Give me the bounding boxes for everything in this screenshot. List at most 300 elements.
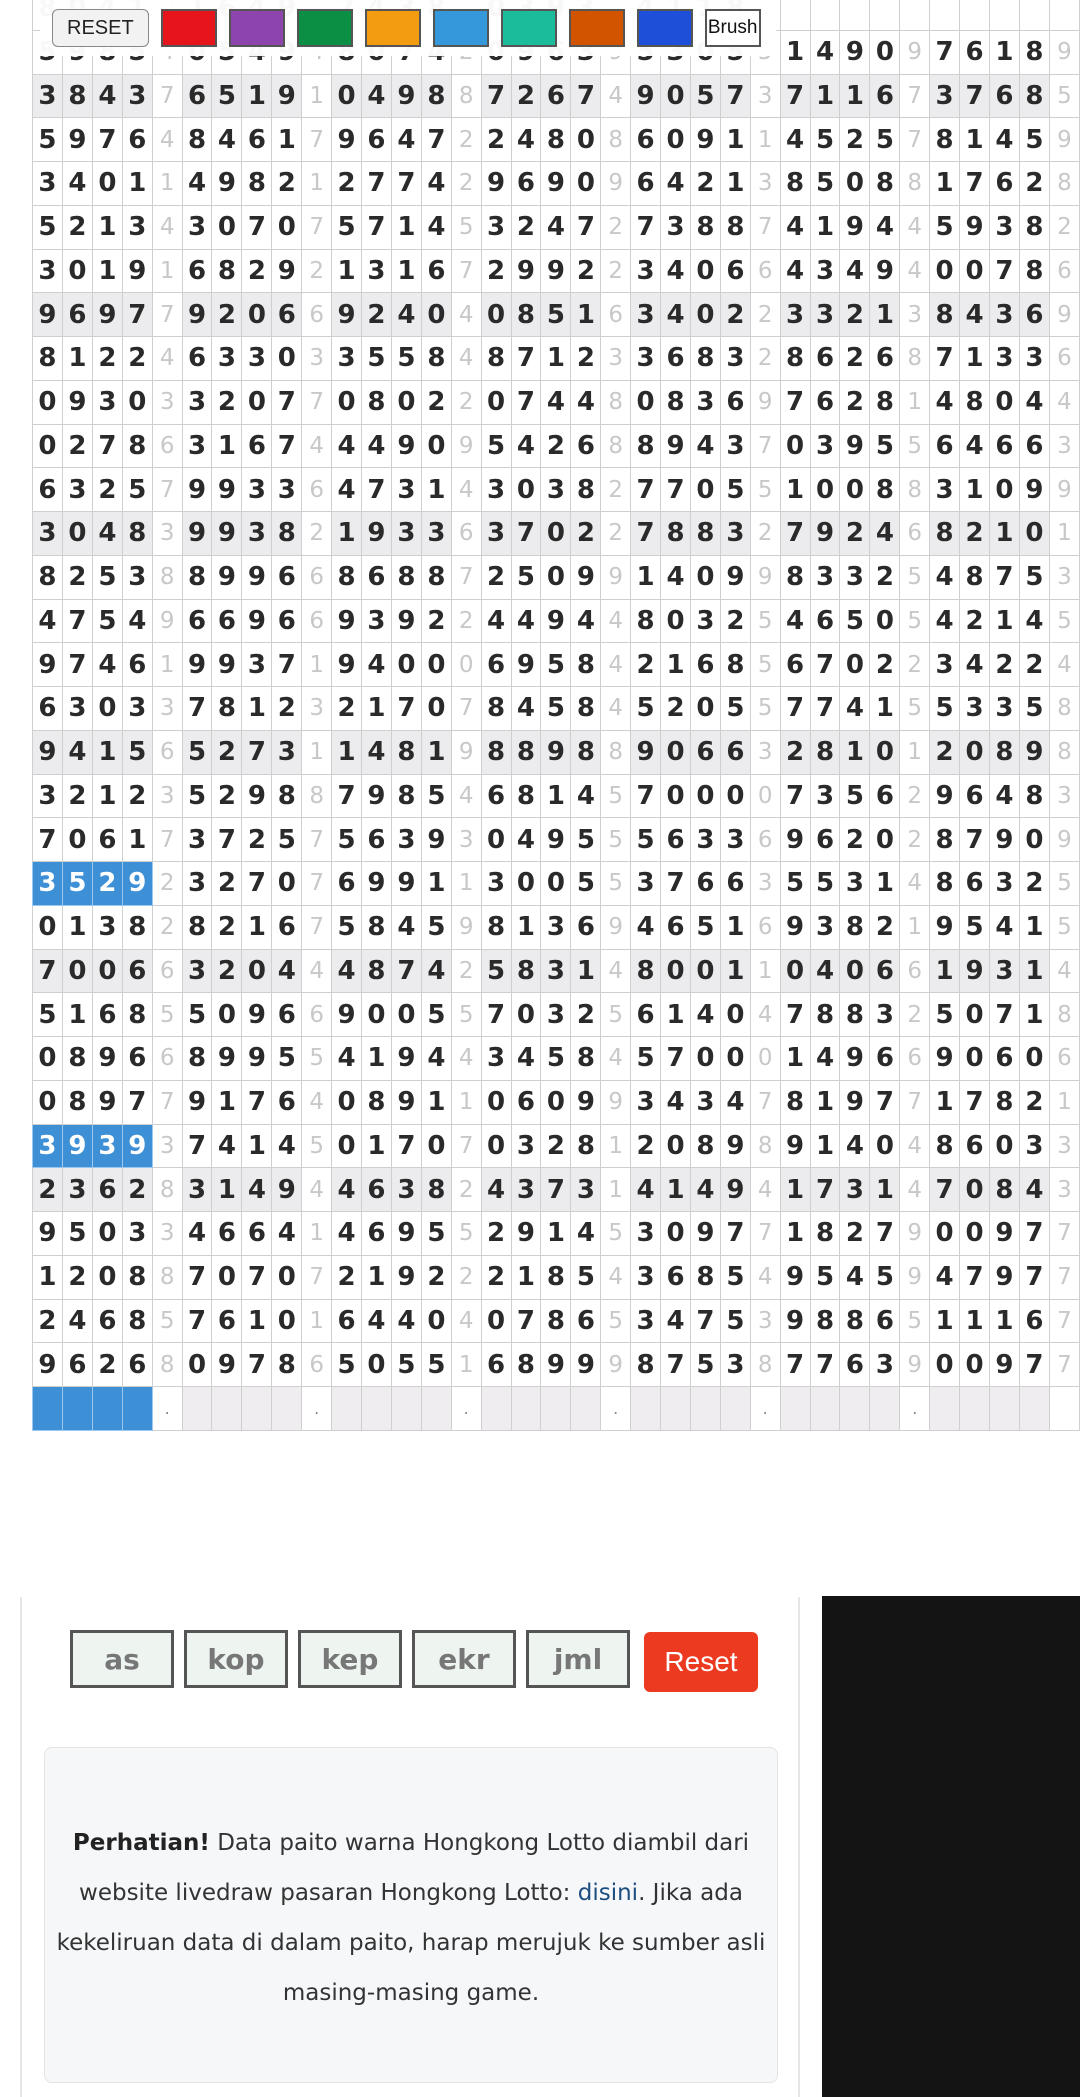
grid-cell-pending[interactable] [960, 1387, 990, 1431]
grid-cell[interactable]: 3 [391, 512, 421, 556]
grid-cell-pending[interactable] [272, 1387, 302, 1431]
grid-cell[interactable]: 3 [122, 205, 152, 249]
grid-cell[interactable]: 9 [212, 162, 242, 206]
grid-cell[interactable]: 2 [33, 1168, 63, 1212]
grid-cell[interactable]: 2 [272, 687, 302, 731]
grid-separator-cell[interactable]: 5 [750, 643, 780, 687]
grid-cell[interactable]: 8 [571, 1037, 601, 1081]
grid-separator-cell[interactable]: 3 [1049, 1124, 1079, 1168]
grid-cell[interactable]: 9 [272, 249, 302, 293]
grid-separator-cell[interactable]: 2 [750, 337, 780, 381]
grid-separator-cell[interactable]: 7 [302, 380, 332, 424]
grid-cell[interactable]: 7 [990, 993, 1020, 1037]
grid-cell[interactable]: 4 [661, 1080, 691, 1124]
grid-cell[interactable]: 3 [631, 293, 661, 337]
grid-cell[interactable]: 6 [511, 1080, 541, 1124]
grid-cell[interactable]: 6 [272, 555, 302, 599]
grid-cell[interactable]: 9 [33, 293, 63, 337]
grid-cell[interactable]: 7 [990, 555, 1020, 599]
grid-separator-cell[interactable] [1049, 0, 1079, 30]
grid-cell[interactable]: 5 [33, 205, 63, 249]
grid-cell[interactable]: 2 [511, 205, 541, 249]
grid-cell[interactable]: 5 [182, 774, 212, 818]
grid-cell[interactable]: 2 [571, 512, 601, 556]
grid-cell[interactable]: 3 [930, 643, 960, 687]
grid-cell[interactable]: 8 [960, 555, 990, 599]
grid-cell[interactable] [870, 0, 900, 30]
grid-cell[interactable]: 8 [511, 774, 541, 818]
grid-separator-cell[interactable] [900, 0, 930, 30]
grid-cell[interactable]: 6 [332, 862, 362, 906]
grid-cell[interactable]: 7 [182, 687, 212, 731]
grid-cell[interactable]: 8 [421, 337, 451, 381]
grid-cell[interactable]: 6 [661, 905, 691, 949]
grid-cell[interactable]: 9 [242, 599, 272, 643]
grid-separator-cell[interactable]: 1 [451, 862, 481, 906]
grid-separator-cell[interactable]: 2 [601, 512, 631, 556]
grid-cell[interactable]: 9 [182, 1080, 212, 1124]
grid-cell[interactable]: 2 [631, 643, 661, 687]
grid-cell-pending[interactable] [810, 1387, 840, 1431]
grid-cell[interactable]: 0 [242, 380, 272, 424]
grid-cell[interactable]: 4 [1019, 599, 1049, 643]
grid-cell[interactable]: 1 [242, 687, 272, 731]
grid-cell[interactable]: 2 [242, 249, 272, 293]
grid-separator-cell[interactable]: 2 [900, 818, 930, 862]
grid-cell[interactable]: 6 [990, 162, 1020, 206]
grid-cell[interactable]: 9 [332, 599, 362, 643]
grid-cell[interactable]: 3 [631, 337, 661, 381]
grid-separator-cell[interactable]: 5 [900, 555, 930, 599]
grid-cell[interactable]: 7 [242, 1080, 272, 1124]
grid-cell[interactable]: 8 [272, 512, 302, 556]
grid-cell[interactable]: 5 [780, 862, 810, 906]
grid-cell[interactable]: 8 [690, 205, 720, 249]
grid-cell[interactable]: 7 [242, 730, 272, 774]
grid-cell[interactable]: 8 [990, 1080, 1020, 1124]
grid-cell[interactable]: 6 [272, 993, 302, 1037]
grid-cell-pending[interactable] [421, 1387, 451, 1431]
grid-cell[interactable] [990, 0, 1020, 30]
grid-separator-cell[interactable]: 2 [1049, 205, 1079, 249]
grid-cell[interactable]: 9 [391, 1212, 421, 1256]
grid-cell[interactable]: 0 [511, 468, 541, 512]
grid-cell[interactable]: 4 [182, 162, 212, 206]
grid-cell[interactable]: 3 [930, 468, 960, 512]
grid-cell[interactable]: 4 [511, 818, 541, 862]
grid-cell-pending[interactable] [840, 1387, 870, 1431]
grid-separator-cell[interactable]: 5 [451, 993, 481, 1037]
grid-cell[interactable]: 5 [690, 1343, 720, 1387]
grid-cell[interactable]: 1 [1019, 949, 1049, 993]
grid-cell[interactable]: 2 [631, 1124, 661, 1168]
grid-separator-cell[interactable]: 4 [900, 862, 930, 906]
grid-cell[interactable]: 8 [182, 555, 212, 599]
grid-separator-cell[interactable]: 1 [750, 118, 780, 162]
grid-cell[interactable]: 0 [421, 424, 451, 468]
grid-cell[interactable]: 3 [990, 949, 1020, 993]
grid-cell[interactable]: 3 [33, 774, 63, 818]
grid-cell[interactable]: 7 [272, 643, 302, 687]
grid-cell-pending[interactable] [332, 1387, 362, 1431]
grid-cell[interactable]: 4 [272, 1212, 302, 1256]
grid-cell[interactable]: 6 [631, 118, 661, 162]
grid-cell[interactable]: 8 [930, 818, 960, 862]
grid-cell[interactable]: 8 [272, 774, 302, 818]
grid-cell[interactable]: 1 [421, 862, 451, 906]
grid-cell[interactable]: 2 [661, 687, 691, 731]
grid-cell[interactable]: 3 [242, 468, 272, 512]
grid-cell[interactable]: 1 [62, 337, 92, 381]
grid-separator-cell[interactable]: 8 [152, 1168, 182, 1212]
grid-cell[interactable]: 0 [661, 1212, 691, 1256]
grid-cell[interactable]: 3 [990, 687, 1020, 731]
grid-separator-cell[interactable]: 8 [1049, 730, 1079, 774]
grid-cell[interactable]: 0 [720, 993, 750, 1037]
grid-cell[interactable]: 7 [182, 1255, 212, 1299]
grid-cell[interactable]: 7 [511, 512, 541, 556]
grid-cell[interactable]: 3 [690, 818, 720, 862]
grid-separator-cell[interactable]: 5 [601, 862, 631, 906]
grid-cell[interactable]: 6 [810, 818, 840, 862]
grid-separator-cell[interactable]: 5 [152, 1299, 182, 1343]
grid-cell[interactable]: 9 [122, 249, 152, 293]
grid-cell[interactable]: 4 [332, 424, 362, 468]
grid-cell[interactable]: 2 [332, 162, 362, 206]
grid-separator-cell[interactable]: 5 [900, 687, 930, 731]
grid-cell[interactable]: 9 [631, 74, 661, 118]
grid-cell[interactable]: 1 [361, 1037, 391, 1081]
grid-separator-cell[interactable]: 5 [900, 599, 930, 643]
grid-cell[interactable]: 0 [481, 293, 511, 337]
grid-separator-cell[interactable]: 9 [750, 380, 780, 424]
grid-separator-cell[interactable]: 7 [1049, 1299, 1079, 1343]
grid-separator-cell[interactable]: 6 [750, 818, 780, 862]
grid-cell[interactable]: 9 [990, 818, 1020, 862]
grid-separator-cell[interactable]: 8 [601, 730, 631, 774]
grid-cell[interactable]: 6 [810, 337, 840, 381]
grid-cell[interactable]: 6 [62, 293, 92, 337]
grid-separator-cell[interactable]: 4 [451, 1037, 481, 1081]
grid-cell[interactable]: 6 [870, 74, 900, 118]
grid-separator-cell[interactable]: 5 [900, 424, 930, 468]
grid-cell[interactable]: 1 [720, 905, 750, 949]
grid-cell[interactable]: 5 [481, 949, 511, 993]
grid-cell[interactable]: 5 [421, 774, 451, 818]
grid-separator-cell[interactable]: 4 [451, 1299, 481, 1343]
grid-cell-pending[interactable] [182, 1387, 212, 1431]
grid-separator-cell[interactable]: 3 [152, 687, 182, 731]
grid-cell[interactable]: 1 [990, 599, 1020, 643]
grid-cell[interactable]: 7 [661, 468, 691, 512]
grid-separator-cell[interactable]: 1 [302, 74, 332, 118]
grid-separator-cell[interactable]: 9 [1049, 468, 1079, 512]
grid-cell[interactable]: 2 [870, 555, 900, 599]
grid-separator-cell[interactable]: 1 [451, 1080, 481, 1124]
grid-separator-cell[interactable]: 1 [152, 249, 182, 293]
grid-cell[interactable]: 3 [990, 293, 1020, 337]
grid-separator-cell[interactable]: 1 [1049, 1080, 1079, 1124]
grid-cell[interactable]: 2 [690, 162, 720, 206]
grid-cell[interactable]: 1 [930, 1080, 960, 1124]
grid-cell[interactable] [780, 0, 810, 30]
grid-cell[interactable]: 3 [571, 1168, 601, 1212]
grid-cell[interactable]: 0 [332, 1080, 362, 1124]
grid-separator-cell[interactable]: 4 [601, 949, 631, 993]
grid-cell[interactable]: 3 [631, 249, 661, 293]
grid-separator-cell[interactable]: 2 [451, 118, 481, 162]
grid-cell[interactable]: 2 [571, 993, 601, 1037]
grid-cell[interactable]: 4 [930, 1255, 960, 1299]
grid-cell[interactable]: 0 [870, 599, 900, 643]
grid-cell[interactable]: 6 [720, 862, 750, 906]
grid-cell[interactable]: 3 [33, 162, 63, 206]
grid-cell[interactable]: 7 [1019, 1212, 1049, 1256]
grid-cell[interactable]: 2 [1019, 643, 1049, 687]
grid-cell[interactable]: 7 [870, 1212, 900, 1256]
grid-cell[interactable]: 6 [361, 1212, 391, 1256]
grid-cell[interactable]: 6 [930, 424, 960, 468]
grid-cell[interactable]: 9 [720, 1124, 750, 1168]
grid-cell[interactable]: 7 [391, 162, 421, 206]
grid-cell[interactable]: 0 [33, 424, 63, 468]
grid-separator-cell[interactable]: 6 [152, 730, 182, 774]
grid-cell[interactable]: 3 [182, 862, 212, 906]
color-swatch-orange[interactable] [365, 9, 421, 47]
grid-cell[interactable]: 1 [840, 74, 870, 118]
grid-cell[interactable]: 6 [990, 74, 1020, 118]
grid-cell[interactable]: 7 [930, 337, 960, 381]
grid-separator-cell[interactable]: 2 [451, 1255, 481, 1299]
grid-separator-cell[interactable]: 2 [451, 162, 481, 206]
grid-separator-cell[interactable]: 3 [152, 1212, 182, 1256]
grid-cell[interactable]: 8 [212, 249, 242, 293]
grid-separator-cell[interactable]: 9 [900, 1212, 930, 1256]
grid-separator-cell[interactable]: 0 [750, 1037, 780, 1081]
grid-cell[interactable]: 0 [272, 205, 302, 249]
grid-cell[interactable]: 0 [810, 468, 840, 512]
grid-cell[interactable]: 4 [92, 643, 122, 687]
grid-cell[interactable]: 4 [511, 424, 541, 468]
grid-cell[interactable]: 5 [361, 337, 391, 381]
grid-cell[interactable]: 2 [242, 818, 272, 862]
grid-cell[interactable]: 8 [421, 1168, 451, 1212]
grid-cell[interactable]: 5 [720, 468, 750, 512]
grid-cell[interactable]: 1 [1019, 905, 1049, 949]
grid-cell[interactable]: 1 [780, 1168, 810, 1212]
grid-separator-cell[interactable]: 7 [152, 74, 182, 118]
grid-cell[interactable]: 0 [690, 949, 720, 993]
grid-cell[interactable]: 5 [182, 730, 212, 774]
grid-separator-cell[interactable]: 4 [302, 1168, 332, 1212]
grid-separator-cell[interactable]: 1 [601, 1124, 631, 1168]
grid-cell[interactable]: 9 [511, 249, 541, 293]
grid-cell[interactable]: 8 [631, 1343, 661, 1387]
grid-cell[interactable]: 4 [272, 1124, 302, 1168]
grid-cell[interactable]: 5 [481, 424, 511, 468]
grid-cell[interactable]: 5 [720, 1255, 750, 1299]
grid-cell[interactable]: 5 [182, 993, 212, 1037]
grid-cell[interactable]: 5 [810, 118, 840, 162]
grid-separator-cell[interactable]: 5 [750, 687, 780, 731]
grid-separator-cell[interactable]: 8 [750, 1343, 780, 1387]
grid-cell[interactable]: 7 [661, 862, 691, 906]
grid-separator-cell[interactable]: 8 [601, 118, 631, 162]
grid-cell[interactable]: 0 [960, 993, 990, 1037]
grid-cell[interactable]: 0 [930, 1212, 960, 1256]
grid-separator-cell[interactable]: 9 [601, 1343, 631, 1387]
grid-cell[interactable]: 3 [720, 512, 750, 556]
grid-cell[interactable]: 7 [960, 1080, 990, 1124]
grid-cell[interactable]: 3 [421, 512, 451, 556]
grid-cell[interactable]: 8 [810, 1299, 840, 1343]
grid-separator-cell[interactable]: 9 [1049, 30, 1079, 74]
grid-separator-cell[interactable]: 3 [750, 1299, 780, 1343]
grid-cell[interactable]: 4 [960, 643, 990, 687]
grid-separator-cell[interactable]: 6 [302, 993, 332, 1037]
grid-cell[interactable]: 4 [780, 249, 810, 293]
grid-separator-cell[interactable]: 5 [152, 993, 182, 1037]
grid-separator-cell[interactable]: 4 [451, 774, 481, 818]
grid-cell[interactable]: 0 [391, 993, 421, 1037]
grid-cell[interactable]: 7 [92, 118, 122, 162]
grid-cell[interactable]: 3 [690, 380, 720, 424]
grid-cell[interactable]: 4 [212, 118, 242, 162]
grid-cell[interactable]: 9 [332, 293, 362, 337]
grid-cell[interactable]: 9 [212, 468, 242, 512]
grid-cell[interactable]: 1 [631, 555, 661, 599]
grid-cell[interactable]: 7 [242, 1255, 272, 1299]
grid-separator-cell[interactable]: 7 [302, 205, 332, 249]
grid-cell[interactable]: 1 [810, 205, 840, 249]
grid-separator-cell[interactable]: 4 [900, 1124, 930, 1168]
grid-cell[interactable]: 8 [122, 993, 152, 1037]
grid-cell[interactable]: 1 [541, 1212, 571, 1256]
grid-cell[interactable]: 3 [122, 1212, 152, 1256]
color-swatch-green[interactable] [297, 9, 353, 47]
grid-cell[interactable]: 1 [242, 1299, 272, 1343]
grid-cell[interactable]: 4 [391, 293, 421, 337]
grid-cell[interactable]: 8 [720, 205, 750, 249]
grid-cell[interactable] [960, 0, 990, 30]
grid-cell[interactable]: 7 [391, 949, 421, 993]
grid-separator-cell[interactable]: 8 [900, 468, 930, 512]
grid-separator-cell[interactable]: 2 [451, 599, 481, 643]
grid-cell[interactable]: 8 [421, 74, 451, 118]
grid-cell[interactable]: 8 [212, 687, 242, 731]
grid-cell[interactable]: 8 [631, 424, 661, 468]
grid-cell[interactable]: 6 [870, 337, 900, 381]
grid-cell[interactable]: 9 [990, 1255, 1020, 1299]
grid-cell[interactable]: 5 [272, 1037, 302, 1081]
grid-cell-pending[interactable] [92, 1387, 122, 1431]
grid-separator-cell[interactable]: 7 [1049, 1212, 1079, 1256]
grid-separator-cell[interactable]: 3 [152, 380, 182, 424]
grid-cell[interactable]: 2 [840, 1212, 870, 1256]
grid-cell[interactable]: 0 [92, 949, 122, 993]
grid-separator-cell[interactable]: 4 [1049, 949, 1079, 993]
grid-separator-cell[interactable]: 7 [152, 818, 182, 862]
grid-cell[interactable]: 4 [182, 1212, 212, 1256]
grid-separator-cell[interactable]: 3 [1049, 555, 1079, 599]
grid-cell[interactable]: 4 [332, 949, 362, 993]
grid-cell[interactable]: 7 [511, 337, 541, 381]
grid-cell[interactable]: 4 [511, 1037, 541, 1081]
grid-cell[interactable]: 5 [33, 993, 63, 1037]
grid-cell[interactable]: 6 [960, 1124, 990, 1168]
grid-cell[interactable]: 9 [212, 555, 242, 599]
grid-cell[interactable]: 9 [212, 643, 242, 687]
grid-separator-cell[interactable]: 7 [302, 905, 332, 949]
filter-kep-button[interactable]: kep [298, 1630, 402, 1688]
grid-cell[interactable]: 1 [810, 1124, 840, 1168]
grid-cell[interactable]: 1 [990, 1299, 1020, 1343]
grid-separator-cell[interactable]: 3 [750, 862, 780, 906]
grid-cell[interactable]: 5 [840, 599, 870, 643]
grid-cell[interactable]: 5 [631, 818, 661, 862]
grid-cell[interactable]: 0 [33, 1037, 63, 1081]
grid-cell[interactable]: 9 [870, 249, 900, 293]
grid-separator-cell[interactable]: 8 [152, 555, 182, 599]
grid-cell[interactable]: 6 [810, 380, 840, 424]
grid-cell-pending[interactable] [242, 1387, 272, 1431]
grid-cell[interactable]: 7 [122, 293, 152, 337]
grid-cell[interactable]: 0 [690, 468, 720, 512]
grid-cell[interactable]: 8 [960, 380, 990, 424]
grid-cell[interactable] [840, 0, 870, 30]
grid-cell[interactable]: 9 [511, 1212, 541, 1256]
grid-separator-cell[interactable]: 8 [302, 774, 332, 818]
grid-cell[interactable]: 9 [182, 643, 212, 687]
grid-cell[interactable]: 9 [332, 993, 362, 1037]
grid-cell[interactable]: 2 [62, 555, 92, 599]
grid-cell[interactable]: 2 [1019, 862, 1049, 906]
grid-cell[interactable]: 8 [840, 993, 870, 1037]
grid-cell[interactable]: 9 [391, 862, 421, 906]
grid-cell[interactable]: 0 [990, 380, 1020, 424]
grid-cell[interactable]: 5 [391, 1343, 421, 1387]
grid-cell[interactable]: 6 [361, 1168, 391, 1212]
grid-cell[interactable]: 9 [1019, 730, 1049, 774]
grid-cell[interactable]: 3 [212, 337, 242, 381]
grid-separator-cell[interactable]: 9 [601, 555, 631, 599]
grid-cell[interactable]: 4 [541, 205, 571, 249]
grid-cell[interactable]: 4 [780, 118, 810, 162]
grid-cell[interactable]: 2 [780, 730, 810, 774]
grid-cell[interactable]: 6 [92, 993, 122, 1037]
grid-cell[interactable]: 3 [332, 337, 362, 381]
grid-cell[interactable]: 3 [870, 993, 900, 1037]
grid-cell[interactable]: 4 [661, 162, 691, 206]
grid-cell[interactable]: 8 [182, 1037, 212, 1081]
grid-cell[interactable]: 1 [62, 993, 92, 1037]
grid-cell[interactable]: 4 [810, 30, 840, 74]
grid-cell[interactable]: 9 [272, 1168, 302, 1212]
grid-cell[interactable]: 5 [930, 993, 960, 1037]
grid-cell[interactable]: 4 [541, 380, 571, 424]
grid-cell[interactable]: 2 [92, 337, 122, 381]
grid-cell[interactable]: 9 [242, 1037, 272, 1081]
grid-cell[interactable]: 6 [541, 74, 571, 118]
grid-cell[interactable]: 1 [870, 293, 900, 337]
grid-cell[interactable]: 5 [1019, 118, 1049, 162]
grid-cell[interactable]: 6 [840, 1343, 870, 1387]
grid-cell[interactable]: 9 [391, 1080, 421, 1124]
grid-cell[interactable]: 9 [122, 1124, 152, 1168]
grid-separator-cell[interactable]: 3 [1049, 424, 1079, 468]
grid-separator-cell[interactable]: 5 [302, 1037, 332, 1081]
grid-cell[interactable]: 2 [92, 862, 122, 906]
